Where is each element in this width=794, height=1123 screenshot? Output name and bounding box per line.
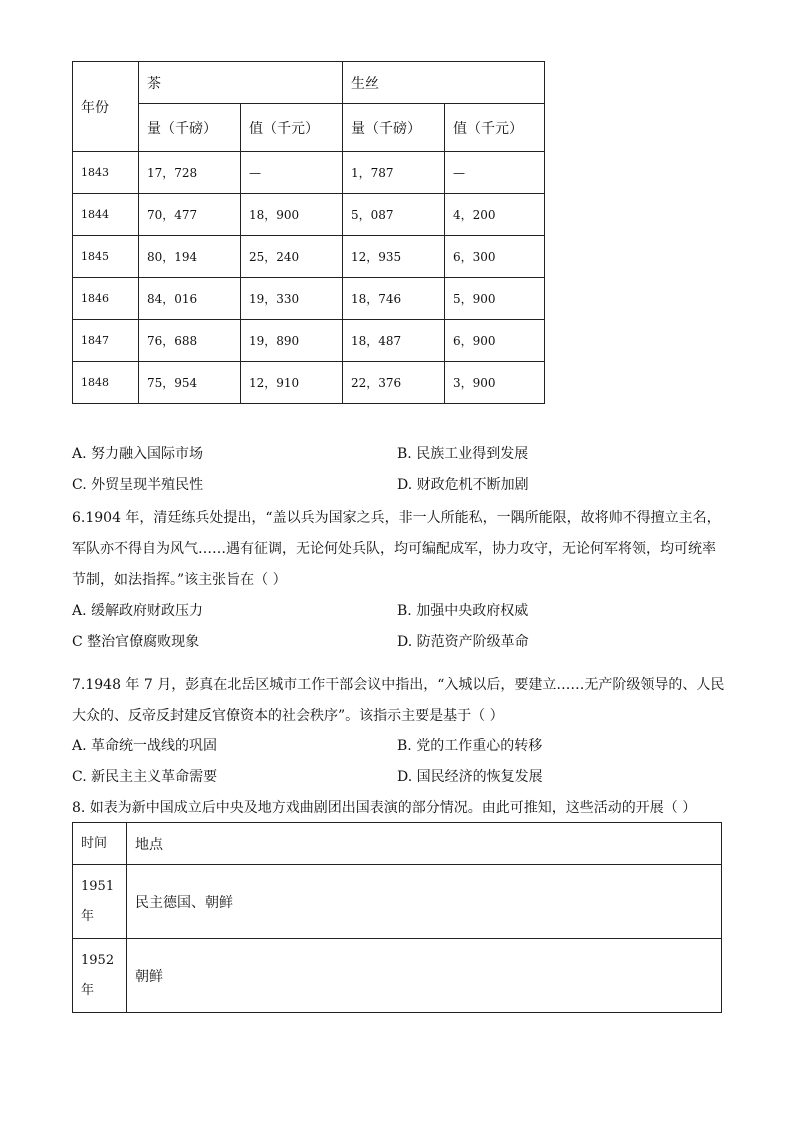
q5-option-c: C. 外贸呈现半殖民性 [72, 477, 204, 493]
q5-option-d: D. 财政危机不断加剧 [397, 477, 529, 493]
tea-silk-export-table [72, 61, 545, 404]
cell-year: 1847 [73, 320, 139, 362]
cell-tea-quantity: 84，016 [139, 278, 241, 320]
cell-tea-value: 19，330 [241, 278, 343, 320]
cell-year: 1845 [73, 236, 139, 278]
q6-option-c: C 整治官僚腐败现象 [72, 634, 200, 650]
cell-year: 1844 [73, 194, 139, 236]
table-row [73, 865, 722, 939]
table-row [73, 152, 545, 194]
subheader-tea-value: 值（千元） [241, 104, 343, 152]
cell-silk-value: 6，300 [445, 236, 545, 278]
cell-time [73, 939, 127, 1013]
cell-year: 1843 [73, 152, 139, 194]
cell-silk-quantity: 12，935 [343, 236, 445, 278]
q6-stem-line1: 6.1904 年，清廷练兵处提出，“盖以兵为国家之兵，非一人所能私，一隅所能限，故将帅不得擅立主名， [72, 510, 721, 526]
q5-option-b: B. 民族工业得到发展 [397, 446, 529, 462]
cell-tea-quantity: 80，194 [139, 236, 241, 278]
q7-option-a: A. 革命统一战线的巩固 [72, 738, 218, 754]
q8-stem: 8. 如表为新中国成立后中央及地方戏曲剧团出国表演的部分情况。由此可推知，这些活动的开展（ ） [72, 800, 697, 816]
cell-tea-value: 12，910 [241, 362, 343, 404]
q7-stem-line1: 7.1948 年 7 月，彭真在北岳区城市工作干部会议中指出，“入城以后，要建立……无产阶级领导的、人民 [72, 677, 725, 693]
q6-option-b: B. 加强中央政府权威 [397, 603, 529, 619]
cell-tea-quantity: 70，477 [139, 194, 241, 236]
cell-silk-quantity: 1，787 [343, 152, 445, 194]
cell-silk-value: 6，900 [445, 320, 545, 362]
cell-tea-value: 19，890 [241, 320, 343, 362]
header-silk: 生丝 [343, 62, 545, 104]
cell-time [73, 865, 127, 939]
q6-option-d: D. 防范资产阶级革命 [397, 634, 529, 650]
cell-silk-value: 3，900 [445, 362, 545, 404]
cell-tea-quantity: 76，688 [139, 320, 241, 362]
cell-tea-quantity: 75，954 [139, 362, 241, 404]
header-place: 地点 [127, 823, 722, 865]
cell-silk-quantity: 5，087 [343, 194, 445, 236]
header-tea: 茶 [139, 62, 343, 104]
cell-place: 朝鲜 [127, 939, 722, 1013]
cell-place: 民主德国、朝鲜 [127, 865, 722, 939]
cell-silk-value: — [445, 152, 545, 194]
cell-tea-quantity: 17，728 [139, 152, 241, 194]
header-time: 时间 [73, 823, 127, 865]
q6-stem-line3: 节制，如法指挥。”该主张旨在（ ） [72, 572, 287, 588]
cell-time-suffix: 年 [81, 908, 95, 924]
q7-option-b: B. 党的工作重心的转移 [397, 738, 543, 754]
subheader-tea-quantity: 量（千磅） [139, 104, 241, 152]
cell-silk-quantity: 18，746 [343, 278, 445, 320]
subheader-silk-value: 值（千元） [445, 104, 545, 152]
cell-tea-value: 25，240 [241, 236, 343, 278]
table-row [73, 320, 545, 362]
q6-stem-line2: 军队亦不得自为风气……遇有征调，无论何处兵队，均可编配成军，协力攻守，无论何军将领，均可统率 [72, 541, 716, 557]
opera-tour-table [72, 822, 722, 1013]
table-row [73, 939, 722, 1013]
cell-year: 1848 [73, 362, 139, 404]
cell-silk-value: 4，200 [445, 194, 545, 236]
q7-stem-line2: 大众的、反帝反封建反官僚资本的社会秩序”。该指示主要是基于（ ） [72, 708, 504, 724]
cell-silk-quantity: 18，487 [343, 320, 445, 362]
cell-tea-value: — [241, 152, 343, 194]
q7-option-c: C. 新民主主义革命需要 [72, 769, 218, 785]
table-row [73, 278, 545, 320]
q7-option-d: D. 国民经济的恢复发展 [397, 769, 543, 785]
cell-time-year: 1951 [81, 878, 115, 894]
table-row [73, 236, 545, 278]
q6-option-a: A. 缓解政府财政压力 [72, 603, 204, 619]
cell-silk-value: 5，900 [445, 278, 545, 320]
q5-option-a: A. 努力融入国际市场 [72, 446, 204, 462]
cell-silk-quantity: 22，376 [343, 362, 445, 404]
subheader-silk-quantity: 量（千磅） [343, 104, 445, 152]
cell-time-suffix: 年 [81, 982, 95, 998]
table-row [73, 362, 545, 404]
cell-tea-value: 18，900 [241, 194, 343, 236]
header-year: 年份 [73, 62, 139, 152]
cell-time-year: 1952 [81, 952, 115, 968]
table-row [73, 194, 545, 236]
cell-year: 1846 [73, 278, 139, 320]
